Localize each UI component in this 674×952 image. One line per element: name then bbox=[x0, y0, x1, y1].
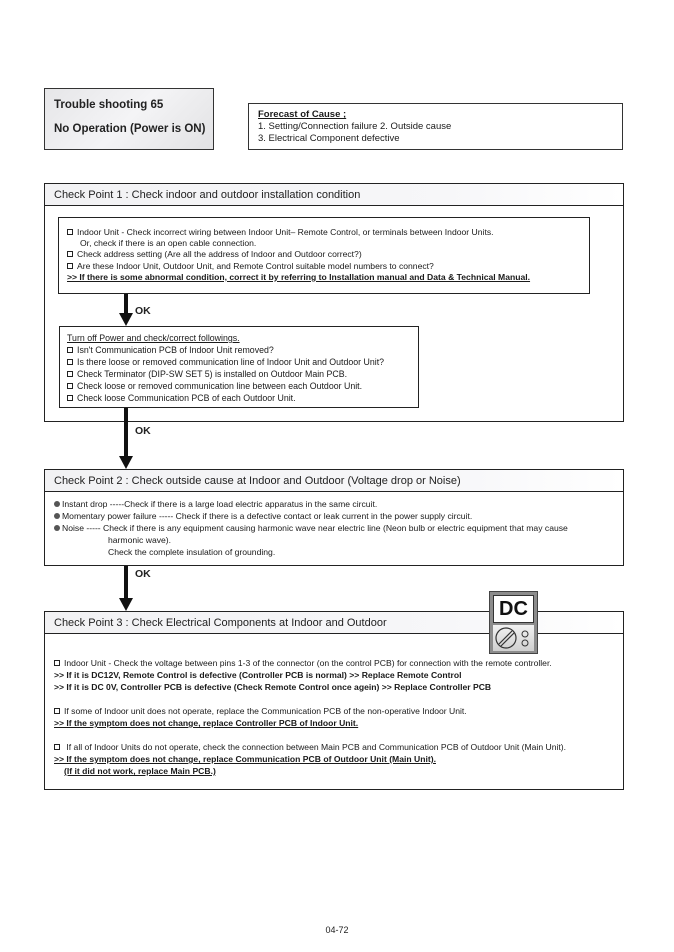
list-item: Indoor Unit - Check incorrect wiring between Indoor Unit– Remote Control, or terminals between Indoor Units. bbox=[67, 227, 589, 238]
checkbox-icon bbox=[67, 359, 73, 365]
meter-display: DC bbox=[493, 595, 534, 623]
flow-arrow-shaft bbox=[124, 294, 128, 314]
checkbox-icon bbox=[67, 395, 73, 401]
list-item: Check address setting (Are all the address of Indoor and Outdoor correct?) bbox=[67, 249, 589, 260]
arrow-down-icon bbox=[119, 456, 133, 469]
list-item: Momentary power failure ----- Check if there is a defective contact or leak current in the power supply circuit. bbox=[54, 510, 568, 522]
list-item: Check loose Communication PCB of each Outdoor Unit. bbox=[67, 392, 418, 404]
list-item: Indoor Unit - Check the voltage between pins 1-3 of the connector (on the control PCB) for connection with the remote controller. bbox=[54, 657, 566, 669]
page-number: 04-72 bbox=[325, 925, 349, 935]
list-item: Instant drop -----Check if there is a large load electric apparatus in the same circuit. bbox=[54, 498, 568, 510]
list-item: Isn't Communication PCB of Indoor Unit removed? bbox=[67, 344, 418, 356]
meter-dial bbox=[493, 625, 534, 651]
check-point-1-title: Check Point 1 : Check indoor and outdoor installation condition bbox=[45, 184, 623, 206]
checkbox-icon bbox=[67, 251, 73, 257]
list-item: Noise ----- Check if there is any equipment causing harmonic wave near electric line (Neon bulb or electric equipment that may cause bbox=[54, 522, 568, 534]
list-item: If some of Indoor unit does not operate, replace the Communication PCB of the non-operative Indoor Unit. bbox=[54, 705, 566, 717]
result-dc0v: >> If it is DC 0V, Controller PCB is defective (Check Remote Control once agein) >> Replace Controller PCB bbox=[54, 682, 492, 692]
checkbox-icon bbox=[67, 229, 73, 235]
forecast-line-1: 1. Setting/Connection failure 2. Outside cause bbox=[258, 121, 452, 132]
replace-communication-note: >> If the symptom does not change, replace Communication PCB of Outdoor Unit (Main Unit). bbox=[54, 754, 436, 764]
power-off-title: Turn off Power and check/correct followings. bbox=[67, 333, 240, 343]
check-point-3-content bbox=[54, 657, 566, 777]
forecast-line-2: 3. Electrical Component defective bbox=[258, 133, 400, 144]
check-point-2-list bbox=[54, 498, 568, 558]
trouble-shooting-number: Trouble shooting 65 bbox=[54, 99, 164, 111]
checkbox-icon bbox=[67, 347, 73, 353]
check-point-3-title: Check Point 3 : Check Electrical Components at Indoor and Outdoor bbox=[45, 612, 623, 634]
check-point-1-wiring-box bbox=[58, 217, 590, 294]
list-item-continuation: Or, check if there is an open cable connection. bbox=[80, 238, 257, 249]
bullet-icon bbox=[54, 513, 60, 519]
ok-label: OK bbox=[135, 305, 151, 317]
forecast-title: Forecast of Cause ; bbox=[258, 109, 347, 120]
abnormal-condition-note: >> If there is some abnormal condition, correct it by referring to Installation manual and Data & Technical Manual. bbox=[67, 271, 531, 282]
forecast-of-cause-box bbox=[248, 103, 623, 150]
list-item-continuation: harmonic wave). bbox=[108, 535, 172, 545]
list-item: Is there loose or removed communication line of Indoor Unit and Outdoor Unit? bbox=[67, 356, 418, 368]
check-point-2-box bbox=[44, 469, 624, 566]
list-item: Check Terminator (DIP-SW SET 5) is installed on Outdoor Main PCB. bbox=[67, 368, 418, 380]
checkbox-icon bbox=[67, 383, 73, 389]
list-item-continuation: Check the complete insulation of grounding. bbox=[108, 547, 276, 557]
bullet-icon bbox=[54, 525, 60, 531]
list-item: Are these Indoor Unit, Outdoor Unit, and Remote Control suitable model numbers to connect? bbox=[67, 261, 589, 272]
list-item: If all of Indoor Units do not operate, check the connection between Main PCB and Communication PCB of Outdoor Unit (Main Unit). bbox=[54, 741, 566, 753]
ok-label: OK bbox=[135, 568, 151, 580]
check-point-2-title: Check Point 2 : Check outside cause at Indoor and Outdoor (Voltage drop or Noise) bbox=[45, 470, 623, 492]
checkbox-icon bbox=[54, 660, 60, 666]
check-point-1-power-off-box bbox=[59, 326, 419, 408]
bullet-icon bbox=[54, 501, 60, 507]
checkbox-icon bbox=[67, 263, 73, 269]
result-dc12v: >> If it is DC12V, Remote Control is defective (Controller PCB is normal) >> Replace Remote Control bbox=[54, 670, 462, 680]
checkbox-icon bbox=[54, 708, 60, 714]
arrow-down-icon bbox=[119, 313, 133, 326]
replace-controller-note: >> If the symptom does not change, replace Controller PCB of Indoor Unit. bbox=[54, 718, 359, 728]
dial-knob-icon bbox=[493, 625, 534, 651]
replace-main-pcb-note: (If it did not work, replace Main PCB.) bbox=[64, 766, 216, 776]
checkbox-icon bbox=[54, 744, 60, 750]
trouble-shooting-title-box bbox=[44, 88, 214, 150]
list-item: Check loose or removed communication line between each Outdoor Unit. bbox=[67, 380, 418, 392]
ok-label: OK bbox=[135, 425, 151, 437]
arrow-down-icon bbox=[119, 598, 133, 611]
flow-arrow-shaft bbox=[124, 408, 128, 458]
flow-arrow-shaft bbox=[124, 566, 128, 601]
checkbox-icon bbox=[67, 371, 73, 377]
dc-multimeter-icon bbox=[489, 591, 538, 654]
symptom-title: No Operation (Power is ON) bbox=[54, 123, 206, 135]
